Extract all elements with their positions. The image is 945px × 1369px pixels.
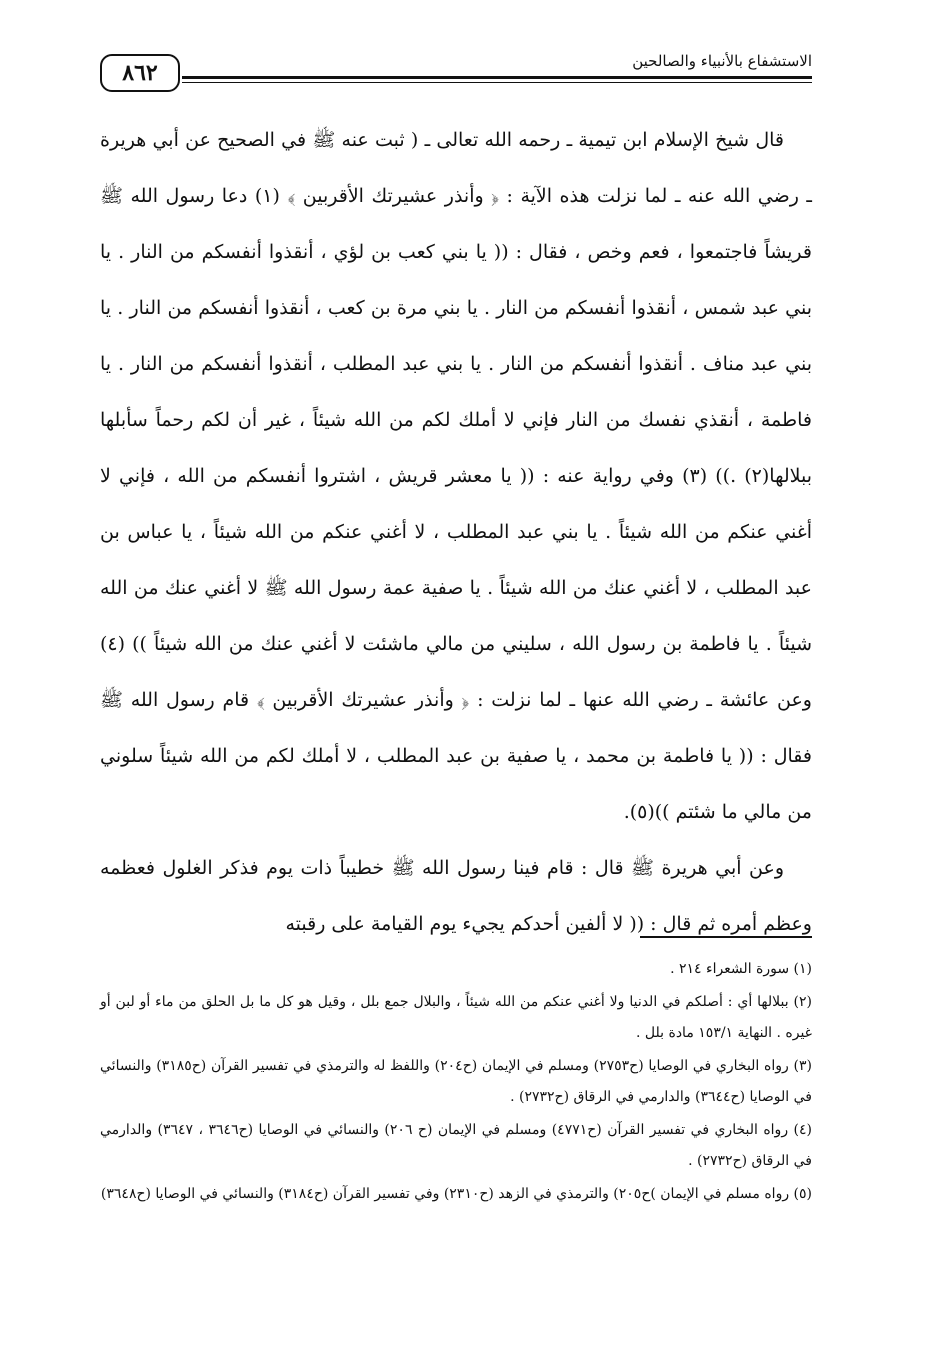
footnote-separator — [640, 936, 812, 938]
page-number: ٨٦٢ — [100, 54, 180, 92]
header-rule-thin — [182, 82, 812, 83]
main-text — [100, 112, 812, 952]
footnote-2: (٢) ببلالها أي : أصلكم في الدنيا ولا أغني عنكم من الله شيئاً ، والبلال جمع بلل ، وقيل هو كل ما بل الحلق من ماء أو لبن أو غيره . النهاية ١٥٣/١ مادة بلل . — [100, 994, 812, 1041]
footnotes — [100, 954, 812, 1212]
footnote-5: (٥) رواه مسلم في الإيمان )ح٢٠٥) والترمذي في الزهد (ح٢٣١٠) وفي تفسير القرآن (ح٣١٨٤) والنسائي في الوصايا (ح٣٦٤٨) — [100, 1186, 812, 1202]
header-rule — [182, 76, 812, 79]
footnote-4: (٤) رواه البخاري في تفسير القرآن (ح٤٧٧١) ومسلم في الإيمان (ح ٢٠٦) والنسائي في الوصايا (ح٣٦٤٦ ، ٣٦٤٧) والدارمي في الرقاق (ح٢٧٣٢) . — [100, 1122, 812, 1169]
page-header — [100, 50, 812, 98]
running-title: الاستشفاع بالأنبياء والصالحين — [624, 52, 812, 70]
footnote-3: (٣) رواه البخاري في الوصايا (ح٢٧٥٣) ومسلم في الإيمان (ح٢٠٤) واللفظ له والترمذي في تفسير القرآن (ح٣١٨٥) والنسائي في الوصايا (ح٣٦٤٤) والدارمي في الرقاق (ح٢٧٣٢) . — [100, 1058, 813, 1105]
body-paragraph: قال شيخ الإسلام ابن تيمية ـ رحمه الله تعالى ـ ( ثبت عنه ﷺ في الصحيح عن أبي هريرة ـ رضي الله عنه ـ لما نزلت هذه الآية : ﴿ وأنذر عشيرتك الأقربين ﴾ (١) دعا رسول الله ﷺ قريشاً فاجتمعوا ، فعم وخص ، فقال : (( يا بني كعب بن لؤي ، أنقذوا أنفسكم من النار . يا بني عبد شمس ، أنقذوا أنفسكم من النار . يا بني مرة بن كعب ، أنقذوا أنفسكم من النار . يا بني عبد مناف . أنقذوا أنفسكم من النار . يا بني عبد المطلب ، أنقذوا أنفسكم من النار . يا فاطمة ، أنقذي نفسك من النار فإني لا أملك لكم من الله شيئاً ، غير أن لكم رحماً سأبلها ببلالها(٢) .)) (٣) وفي رواية عنه : (( يا معشر قريش ، اشتروا أنفسكم من الله ، فإني لا أغني عنكم من الله شيئاً . يا بني عبد المطلب ، لا أغني عنكم من الله شيئاً ، يا عباس بن عبد المطلب ، لا أغني عنك من الله شيئاً . يا صفية عمة رسول الله ﷺ لا أغني عنك من الله شيئاً . يا فاطمة بن رسول الله ، سليني من مالي ماشئت لا أغني عنك من الله شيئاً )) (٤) وعن عائشة ـ رضي الله عنها ـ لما نزلت : ﴿ وأنذر عشيرتك الأقربين ﴾ قام رسول الله ﷺ فقال : (( يا فاطمة بن محمد ، يا صفية بن عبد المطلب ، لا أملك لكم من الله شيئاً سلوني من مالي ما شئتم ))(٥). — [100, 129, 812, 823]
footnote-1: (١) سورة الشعراء ٢١٤ . — [670, 961, 812, 977]
body-paragraph: وعن أبي هريرة ﷺ قال : قام فينا رسول الله ﷺ خطيباً ذات يوم فذكر الغلول فعظمه وعظم أمره ثم قال : (( لا ألفين أحدكم يجيء يوم القيامة على رقبته — [100, 857, 812, 935]
